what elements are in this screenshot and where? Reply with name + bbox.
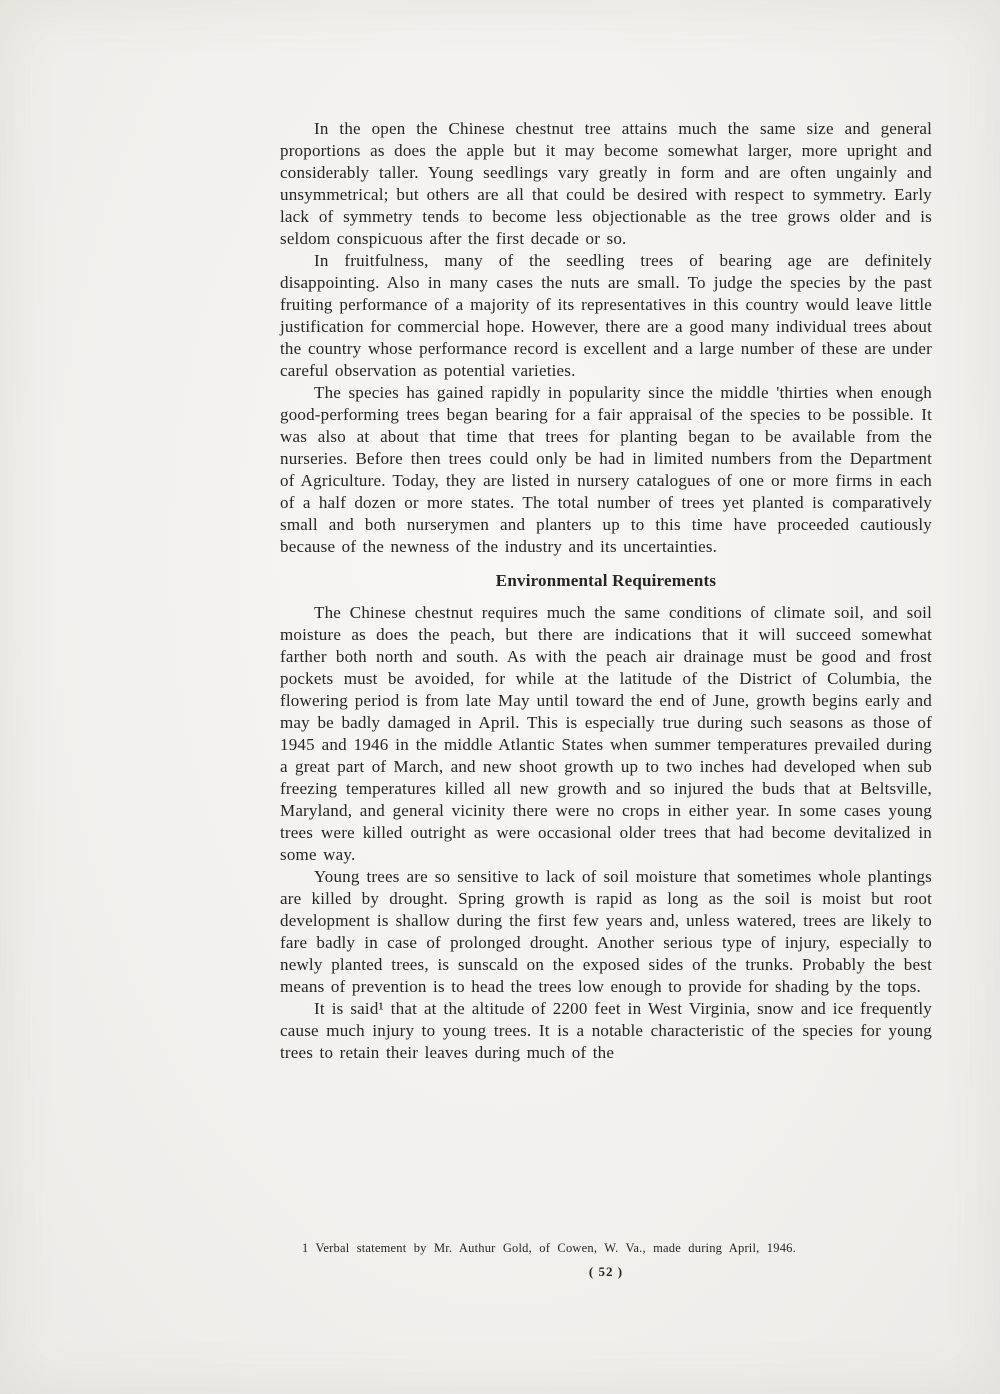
paragraph: Young trees are so sensitive to lack of soil moisture that sometimes whole plantings are killed by drought. Spring growth is rapid as long as the soil is moist but root development is shallow during the first few years and, unless watered, trees are likely to fare badly in case of prolonged drought. Another serious type of injury, especially to newly planted trees, is sunscald on the exposed sides of the trunks. Probably the best means of prevention is to head the trees low enough to provide for shading by the tops. bbox=[280, 867, 932, 996]
paragraph: In fruitfulness, many of the seedling trees of bearing age are definitely disappointing. Also in many cases the nuts are small. To judge the species by the past fruiting performance of a majority of its representatives in this country would leave little justification for commercial hope. However, there are a good many individual trees about the country whose performance record is excellent and a large number of these are under careful observation as potential varieties. bbox=[280, 251, 932, 380]
text-block bbox=[280, 118, 932, 1064]
page-number: ( 52 ) bbox=[588, 1264, 624, 1279]
page-footer bbox=[280, 1240, 932, 1280]
paragraph: The Chinese chestnut requires much the same conditions of climate soil, and soil moisture as does the peach, but there are indications that it will succeed somewhat farther both north and south. As with the peach air drainage must be good and frost pockets must be avoided, for while at the latitude of the District of Columbia, the flowering period is from late May until toward the end of June, growth begins early and may be badly damaged in April. This is especially true during such seasons as those of 1945 and 1946 in the middle Atlantic States when summer temperatures prevailed during a great part of March, and new shoot growth up to two inches had developed when sub freezing temperatures killed all new growth and so injured the buds that at Beltsville, Maryland, and general vicinity there were no crops in either year. In some cases young trees were killed outright as were occasional older trees that had become devitalized in some way. bbox=[280, 603, 932, 864]
section-heading: Environmental Requirements bbox=[495, 571, 717, 590]
paragraph: In the open the Chinese chestnut tree attains much the same size and general proportions as does the apple but it may become somewhat larger, more upright and considerably taller. Young seedlings vary greatly in form and are often ungainly and unsymmetrical; but others are all that could be desired with respect to symmetry. Early lack of symmetry tends to become less objectionable as the tree grows older and is seldom conspicuous after the first decade or so. bbox=[280, 119, 932, 248]
footnote: 1 Verbal statement by Mr. Authur Gold, of Cowen, W. Va., made during April, 1946. bbox=[302, 1241, 796, 1255]
paragraph: It is said¹ that at the altitude of 2200 feet in West Virginia, snow and ice frequently cause much injury to young trees. It is a notable characteristic of the species for young trees to retain their leaves during much of the bbox=[280, 999, 932, 1062]
paragraph: The species has gained rapidly in popularity since the middle 'thirties when enough good-performing trees began bearing for a fair appraisal of the species to be possible. It was also at about that time that trees for planting began to be available from the nurseries. Before then trees could only be had in limited numbers from the Department of Agriculture. Today, they are listed in nursery catalogues of one or more firms in each of a half dozen or more states. The total number of trees yet planted is comparatively small and both nurserymen and planters up to this time have proceeded cautiously because of the newness of the industry and its uncertainties. bbox=[280, 383, 932, 556]
